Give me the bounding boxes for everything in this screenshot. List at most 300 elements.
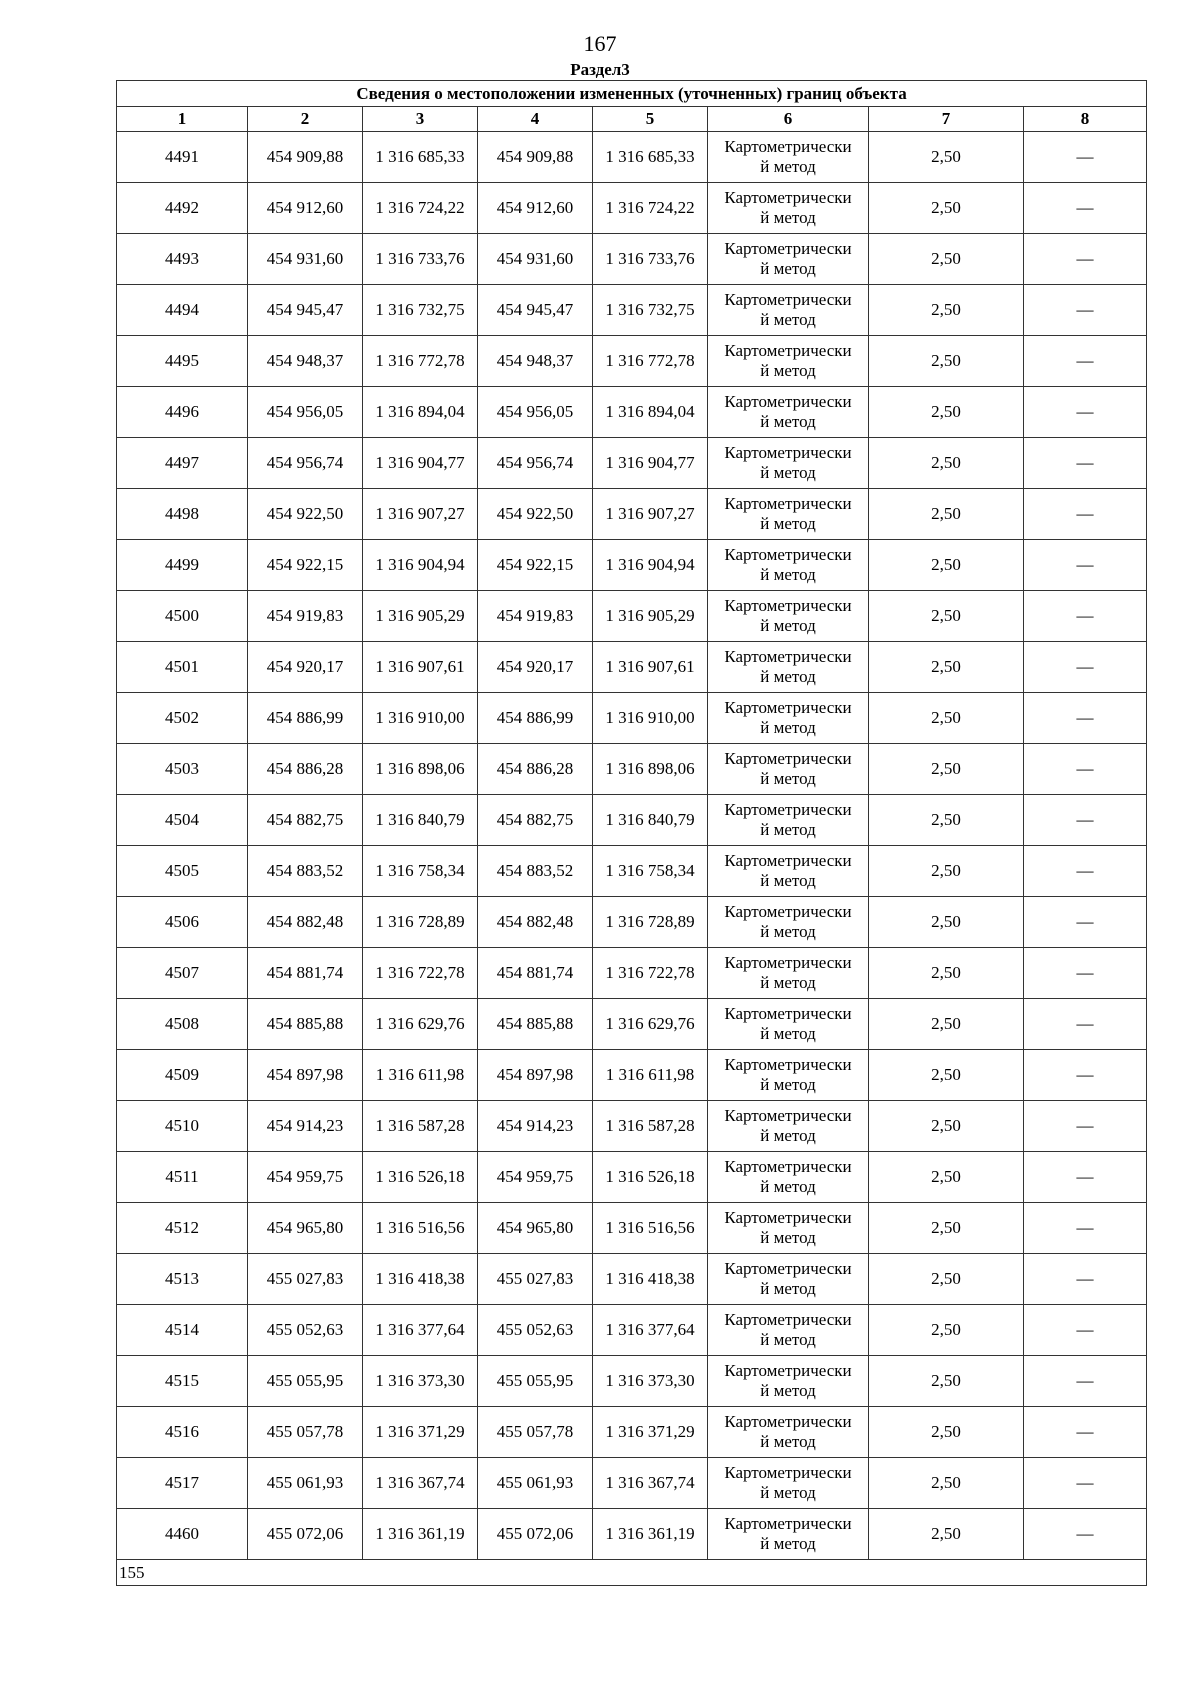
accuracy-cell: 2,50 xyxy=(869,948,1024,999)
method-line: й метод xyxy=(760,361,816,380)
method-cell xyxy=(708,285,869,336)
column-number: 1 xyxy=(117,107,248,132)
y-refined-cell: 1 316 685,33 xyxy=(593,132,708,183)
column-number: 5 xyxy=(593,107,708,132)
x-refined-cell: 454 948,37 xyxy=(478,336,593,387)
method-line: й метод xyxy=(760,412,816,431)
table-row xyxy=(117,387,1147,438)
method-line: Картометрически xyxy=(724,188,852,207)
y-refined-cell: 1 316 758,34 xyxy=(593,846,708,897)
x-existing-cell: 454 965,80 xyxy=(248,1203,363,1254)
x-refined-cell: 455 055,95 xyxy=(478,1356,593,1407)
boundary-table xyxy=(116,80,1147,1586)
x-refined-cell: 454 959,75 xyxy=(478,1152,593,1203)
y-existing-cell: 1 316 722,78 xyxy=(363,948,478,999)
method-line: Картометрически xyxy=(724,341,852,360)
table-row xyxy=(117,285,1147,336)
column-number: 8 xyxy=(1024,107,1147,132)
y-existing-cell: 1 316 733,76 xyxy=(363,234,478,285)
y-existing-cell: 1 316 629,76 xyxy=(363,999,478,1050)
x-existing-cell: 454 920,17 xyxy=(248,642,363,693)
x-existing-cell: 455 057,78 xyxy=(248,1407,363,1458)
table-row xyxy=(117,183,1147,234)
table-row xyxy=(117,693,1147,744)
y-existing-cell: 1 316 377,64 xyxy=(363,1305,478,1356)
method-cell xyxy=(708,1152,869,1203)
accuracy-cell: 2,50 xyxy=(869,897,1024,948)
y-refined-cell: 1 316 904,94 xyxy=(593,540,708,591)
point-number-cell: 4493 xyxy=(117,234,248,285)
accuracy-cell: 2,50 xyxy=(869,846,1024,897)
x-existing-cell: 455 027,83 xyxy=(248,1254,363,1305)
y-refined-cell: 1 316 732,75 xyxy=(593,285,708,336)
note-cell: — xyxy=(1024,1458,1147,1509)
x-refined-cell: 455 072,06 xyxy=(478,1509,593,1560)
method-line: Картометрически xyxy=(724,1106,852,1125)
y-refined-cell: 1 316 905,29 xyxy=(593,591,708,642)
accuracy-cell: 2,50 xyxy=(869,387,1024,438)
accuracy-cell: 2,50 xyxy=(869,642,1024,693)
note-cell: — xyxy=(1024,1050,1147,1101)
method-line: Картометрически xyxy=(724,1004,852,1023)
y-existing-cell: 1 316 904,94 xyxy=(363,540,478,591)
method-cell xyxy=(708,591,869,642)
method-line: й метод xyxy=(760,1534,816,1553)
accuracy-cell: 2,50 xyxy=(869,438,1024,489)
table-footer-row xyxy=(117,1560,1147,1586)
column-number: 6 xyxy=(708,107,869,132)
method-line: й метод xyxy=(760,208,816,227)
table-row xyxy=(117,1254,1147,1305)
table-row xyxy=(117,1356,1147,1407)
x-existing-cell: 454 931,60 xyxy=(248,234,363,285)
x-refined-cell: 455 057,78 xyxy=(478,1407,593,1458)
x-refined-cell: 454 920,17 xyxy=(478,642,593,693)
y-existing-cell: 1 316 373,30 xyxy=(363,1356,478,1407)
y-refined-cell: 1 316 840,79 xyxy=(593,795,708,846)
page-number: 167 xyxy=(583,31,617,56)
table-row xyxy=(117,1407,1147,1458)
point-number-cell: 4513 xyxy=(117,1254,248,1305)
point-number-cell: 4499 xyxy=(117,540,248,591)
accuracy-cell: 2,50 xyxy=(869,1203,1024,1254)
table-row xyxy=(117,234,1147,285)
y-existing-cell: 1 316 418,38 xyxy=(363,1254,478,1305)
x-existing-cell: 455 072,06 xyxy=(248,1509,363,1560)
x-refined-cell: 454 882,48 xyxy=(478,897,593,948)
point-number-cell: 4511 xyxy=(117,1152,248,1203)
y-refined-cell: 1 316 418,38 xyxy=(593,1254,708,1305)
method-line: й метод xyxy=(760,157,816,176)
x-refined-cell: 454 881,74 xyxy=(478,948,593,999)
table-row xyxy=(117,489,1147,540)
method-line: Картометрически xyxy=(724,1208,852,1227)
note-cell: — xyxy=(1024,897,1147,948)
y-refined-cell: 1 316 722,78 xyxy=(593,948,708,999)
note-cell: — xyxy=(1024,948,1147,999)
x-existing-cell: 454 886,28 xyxy=(248,744,363,795)
method-line: Картометрически xyxy=(724,290,852,309)
y-refined-cell: 1 316 587,28 xyxy=(593,1101,708,1152)
method-cell xyxy=(708,540,869,591)
method-line: Картометрически xyxy=(724,800,852,819)
y-refined-cell: 1 316 898,06 xyxy=(593,744,708,795)
accuracy-cell: 2,50 xyxy=(869,1509,1024,1560)
method-cell xyxy=(708,897,869,948)
point-number-cell: 4517 xyxy=(117,1458,248,1509)
point-number-cell: 4516 xyxy=(117,1407,248,1458)
method-line: й метод xyxy=(760,463,816,482)
note-cell: — xyxy=(1024,693,1147,744)
x-refined-cell: 454 922,50 xyxy=(478,489,593,540)
y-existing-cell: 1 316 685,33 xyxy=(363,132,478,183)
method-line: Картометрически xyxy=(724,1157,852,1176)
method-line: Картометрически xyxy=(724,749,852,768)
x-existing-cell: 454 919,83 xyxy=(248,591,363,642)
method-cell xyxy=(708,1305,869,1356)
point-number-cell: 4507 xyxy=(117,948,248,999)
method-line: й метод xyxy=(760,1381,816,1400)
method-line: й метод xyxy=(760,616,816,635)
accuracy-cell: 2,50 xyxy=(869,1101,1024,1152)
method-line: й метод xyxy=(760,1075,816,1094)
x-refined-cell: 454 882,75 xyxy=(478,795,593,846)
y-existing-cell: 1 316 905,29 xyxy=(363,591,478,642)
note-cell: — xyxy=(1024,438,1147,489)
y-refined-cell: 1 316 516,56 xyxy=(593,1203,708,1254)
method-line: й метод xyxy=(760,1024,816,1043)
point-number-cell: 4506 xyxy=(117,897,248,948)
y-refined-cell: 1 316 728,89 xyxy=(593,897,708,948)
note-cell: — xyxy=(1024,1203,1147,1254)
note-cell: — xyxy=(1024,489,1147,540)
y-refined-cell: 1 316 733,76 xyxy=(593,234,708,285)
table-row xyxy=(117,132,1147,183)
column-number: 4 xyxy=(478,107,593,132)
method-line: й метод xyxy=(760,514,816,533)
x-existing-cell: 454 882,75 xyxy=(248,795,363,846)
accuracy-cell: 2,50 xyxy=(869,1254,1024,1305)
x-refined-cell: 454 886,28 xyxy=(478,744,593,795)
method-cell xyxy=(708,1356,869,1407)
y-refined-cell: 1 316 907,61 xyxy=(593,642,708,693)
method-line: Картометрически xyxy=(724,596,852,615)
note-cell: — xyxy=(1024,183,1147,234)
y-existing-cell: 1 316 728,89 xyxy=(363,897,478,948)
note-cell: — xyxy=(1024,591,1147,642)
note-cell: — xyxy=(1024,1407,1147,1458)
table-row xyxy=(117,948,1147,999)
accuracy-cell: 2,50 xyxy=(869,1050,1024,1101)
point-number-cell: 4514 xyxy=(117,1305,248,1356)
method-line: й метод xyxy=(760,769,816,788)
point-number-cell: 4491 xyxy=(117,132,248,183)
note-cell: — xyxy=(1024,336,1147,387)
y-existing-cell: 1 316 907,61 xyxy=(363,642,478,693)
method-cell xyxy=(708,1203,869,1254)
y-existing-cell: 1 316 367,74 xyxy=(363,1458,478,1509)
method-line: Картометрически xyxy=(724,1463,852,1482)
table-row xyxy=(117,1152,1147,1203)
x-refined-cell: 454 914,23 xyxy=(478,1101,593,1152)
table-row xyxy=(117,642,1147,693)
x-existing-cell: 454 882,48 xyxy=(248,897,363,948)
column-number: 7 xyxy=(869,107,1024,132)
accuracy-cell: 2,50 xyxy=(869,285,1024,336)
method-line: й метод xyxy=(760,973,816,992)
table-caption: Сведения о местоположении измененных (уточненных) границ объекта xyxy=(117,81,1147,107)
accuracy-cell: 2,50 xyxy=(869,132,1024,183)
y-existing-cell: 1 316 907,27 xyxy=(363,489,478,540)
method-line: й метод xyxy=(760,565,816,584)
y-refined-cell: 1 316 371,29 xyxy=(593,1407,708,1458)
accuracy-cell: 2,50 xyxy=(869,336,1024,387)
method-line: й метод xyxy=(760,820,816,839)
table-row xyxy=(117,1050,1147,1101)
x-existing-cell: 454 883,52 xyxy=(248,846,363,897)
y-refined-cell: 1 316 367,74 xyxy=(593,1458,708,1509)
x-refined-cell: 455 052,63 xyxy=(478,1305,593,1356)
x-refined-cell: 455 061,93 xyxy=(478,1458,593,1509)
method-cell xyxy=(708,999,869,1050)
x-existing-cell: 454 909,88 xyxy=(248,132,363,183)
x-refined-cell: 454 956,05 xyxy=(478,387,593,438)
method-line: й метод xyxy=(760,1483,816,1502)
y-existing-cell: 1 316 904,77 xyxy=(363,438,478,489)
y-existing-cell: 1 316 611,98 xyxy=(363,1050,478,1101)
y-existing-cell: 1 316 724,22 xyxy=(363,183,478,234)
method-line: Картометрически xyxy=(724,1259,852,1278)
table-row xyxy=(117,1101,1147,1152)
method-line: Картометрически xyxy=(724,698,852,717)
method-line: Картометрически xyxy=(724,443,852,462)
x-existing-cell: 455 061,93 xyxy=(248,1458,363,1509)
method-cell xyxy=(708,234,869,285)
table-row xyxy=(117,591,1147,642)
note-cell: — xyxy=(1024,132,1147,183)
y-existing-cell: 1 316 371,29 xyxy=(363,1407,478,1458)
point-number-cell: 4494 xyxy=(117,285,248,336)
x-existing-cell: 454 885,88 xyxy=(248,999,363,1050)
x-refined-cell: 454 945,47 xyxy=(478,285,593,336)
y-existing-cell: 1 316 361,19 xyxy=(363,1509,478,1560)
point-number-cell: 4504 xyxy=(117,795,248,846)
y-refined-cell: 1 316 611,98 xyxy=(593,1050,708,1101)
method-line: Картометрически xyxy=(724,1514,852,1533)
note-cell: — xyxy=(1024,1101,1147,1152)
x-refined-cell: 454 922,15 xyxy=(478,540,593,591)
point-number-cell: 4509 xyxy=(117,1050,248,1101)
table-row xyxy=(117,540,1147,591)
y-refined-cell: 1 316 894,04 xyxy=(593,387,708,438)
x-existing-cell: 454 881,74 xyxy=(248,948,363,999)
method-cell xyxy=(708,1050,869,1101)
y-refined-cell: 1 316 361,19 xyxy=(593,1509,708,1560)
method-cell xyxy=(708,387,869,438)
x-refined-cell: 454 956,74 xyxy=(478,438,593,489)
accuracy-cell: 2,50 xyxy=(869,540,1024,591)
point-number-cell: 4515 xyxy=(117,1356,248,1407)
note-cell: — xyxy=(1024,999,1147,1050)
method-line: й метод xyxy=(760,718,816,737)
note-cell: — xyxy=(1024,642,1147,693)
table-footer: 155 xyxy=(117,1560,1147,1586)
accuracy-cell: 2,50 xyxy=(869,999,1024,1050)
method-cell xyxy=(708,1458,869,1509)
section-title: Раздел3 xyxy=(570,60,630,79)
method-line: Картометрически xyxy=(724,1310,852,1329)
method-cell xyxy=(708,948,869,999)
method-line: й метод xyxy=(760,1177,816,1196)
method-cell xyxy=(708,693,869,744)
y-refined-cell: 1 316 907,27 xyxy=(593,489,708,540)
method-line: Картометрически xyxy=(724,239,852,258)
note-cell: — xyxy=(1024,744,1147,795)
method-line: й метод xyxy=(760,1228,816,1247)
method-line: Картометрически xyxy=(724,494,852,513)
accuracy-cell: 2,50 xyxy=(869,1305,1024,1356)
note-cell: — xyxy=(1024,1509,1147,1560)
method-line: Картометрически xyxy=(724,902,852,921)
accuracy-cell: 2,50 xyxy=(869,1407,1024,1458)
method-cell xyxy=(708,846,869,897)
point-number-cell: 4505 xyxy=(117,846,248,897)
method-line: Картометрически xyxy=(724,392,852,411)
accuracy-cell: 2,50 xyxy=(869,744,1024,795)
y-refined-cell: 1 316 377,64 xyxy=(593,1305,708,1356)
point-number-cell: 4501 xyxy=(117,642,248,693)
method-line: Картометрически xyxy=(724,1055,852,1074)
point-number-cell: 4495 xyxy=(117,336,248,387)
x-existing-cell: 454 945,47 xyxy=(248,285,363,336)
note-cell: — xyxy=(1024,1254,1147,1305)
x-refined-cell: 454 931,60 xyxy=(478,234,593,285)
x-refined-cell: 454 912,60 xyxy=(478,183,593,234)
x-existing-cell: 454 956,74 xyxy=(248,438,363,489)
method-line: й метод xyxy=(760,1279,816,1298)
y-refined-cell: 1 316 724,22 xyxy=(593,183,708,234)
method-line: й метод xyxy=(760,871,816,890)
method-line: й метод xyxy=(760,259,816,278)
method-line: й метод xyxy=(760,310,816,329)
note-cell: — xyxy=(1024,1305,1147,1356)
x-existing-cell: 455 052,63 xyxy=(248,1305,363,1356)
y-existing-cell: 1 316 894,04 xyxy=(363,387,478,438)
method-line: Картометрически xyxy=(724,545,852,564)
table-row xyxy=(117,846,1147,897)
point-number-cell: 4497 xyxy=(117,438,248,489)
note-cell: — xyxy=(1024,1356,1147,1407)
y-existing-cell: 1 316 526,18 xyxy=(363,1152,478,1203)
note-cell: — xyxy=(1024,234,1147,285)
accuracy-cell: 2,50 xyxy=(869,693,1024,744)
method-cell xyxy=(708,336,869,387)
table-row xyxy=(117,744,1147,795)
accuracy-cell: 2,50 xyxy=(869,234,1024,285)
method-line: й метод xyxy=(760,1432,816,1451)
table-caption-row xyxy=(117,81,1147,107)
x-existing-cell: 454 956,05 xyxy=(248,387,363,438)
x-refined-cell: 455 027,83 xyxy=(478,1254,593,1305)
method-cell xyxy=(708,438,869,489)
table-row xyxy=(117,336,1147,387)
y-existing-cell: 1 316 587,28 xyxy=(363,1101,478,1152)
column-number: 3 xyxy=(363,107,478,132)
method-cell xyxy=(708,183,869,234)
point-number-cell: 4508 xyxy=(117,999,248,1050)
table-row xyxy=(117,999,1147,1050)
method-line: Картометрически xyxy=(724,953,852,972)
accuracy-cell: 2,50 xyxy=(869,183,1024,234)
y-existing-cell: 1 316 840,79 xyxy=(363,795,478,846)
point-number-cell: 4502 xyxy=(117,693,248,744)
y-refined-cell: 1 316 910,00 xyxy=(593,693,708,744)
point-number-cell: 4510 xyxy=(117,1101,248,1152)
method-line: Картометрически xyxy=(724,1412,852,1431)
x-existing-cell: 454 912,60 xyxy=(248,183,363,234)
method-line: Картометрически xyxy=(724,851,852,870)
column-number: 2 xyxy=(248,107,363,132)
method-cell xyxy=(708,1101,869,1152)
accuracy-cell: 2,50 xyxy=(869,1458,1024,1509)
y-existing-cell: 1 316 758,34 xyxy=(363,846,478,897)
y-existing-cell: 1 316 732,75 xyxy=(363,285,478,336)
method-line: й метод xyxy=(760,1330,816,1349)
y-existing-cell: 1 316 772,78 xyxy=(363,336,478,387)
y-refined-cell: 1 316 629,76 xyxy=(593,999,708,1050)
x-existing-cell: 454 914,23 xyxy=(248,1101,363,1152)
method-cell xyxy=(708,1254,869,1305)
x-existing-cell: 454 897,98 xyxy=(248,1050,363,1101)
method-line: Картометрически xyxy=(724,1361,852,1380)
y-refined-cell: 1 316 526,18 xyxy=(593,1152,708,1203)
method-line: й метод xyxy=(760,1126,816,1145)
accuracy-cell: 2,50 xyxy=(869,795,1024,846)
method-line: й метод xyxy=(760,922,816,941)
note-cell: — xyxy=(1024,540,1147,591)
x-existing-cell: 455 055,95 xyxy=(248,1356,363,1407)
column-number-row xyxy=(117,107,1147,132)
point-number-cell: 4460 xyxy=(117,1509,248,1560)
point-number-cell: 4512 xyxy=(117,1203,248,1254)
method-cell xyxy=(708,1407,869,1458)
x-existing-cell: 454 886,99 xyxy=(248,693,363,744)
x-refined-cell: 454 909,88 xyxy=(478,132,593,183)
method-cell xyxy=(708,795,869,846)
accuracy-cell: 2,50 xyxy=(869,1356,1024,1407)
y-refined-cell: 1 316 904,77 xyxy=(593,438,708,489)
table-row xyxy=(117,897,1147,948)
accuracy-cell: 2,50 xyxy=(869,489,1024,540)
method-cell xyxy=(708,1509,869,1560)
table-row xyxy=(117,1509,1147,1560)
x-refined-cell: 454 897,98 xyxy=(478,1050,593,1101)
method-cell xyxy=(708,642,869,693)
x-existing-cell: 454 922,50 xyxy=(248,489,363,540)
point-number-cell: 4500 xyxy=(117,591,248,642)
note-cell: — xyxy=(1024,285,1147,336)
table-row xyxy=(117,438,1147,489)
accuracy-cell: 2,50 xyxy=(869,591,1024,642)
point-number-cell: 4498 xyxy=(117,489,248,540)
y-refined-cell: 1 316 373,30 xyxy=(593,1356,708,1407)
note-cell: — xyxy=(1024,846,1147,897)
x-refined-cell: 454 883,52 xyxy=(478,846,593,897)
point-number-cell: 4496 xyxy=(117,387,248,438)
method-line: Картометрически xyxy=(724,647,852,666)
y-existing-cell: 1 316 910,00 xyxy=(363,693,478,744)
x-existing-cell: 454 922,15 xyxy=(248,540,363,591)
